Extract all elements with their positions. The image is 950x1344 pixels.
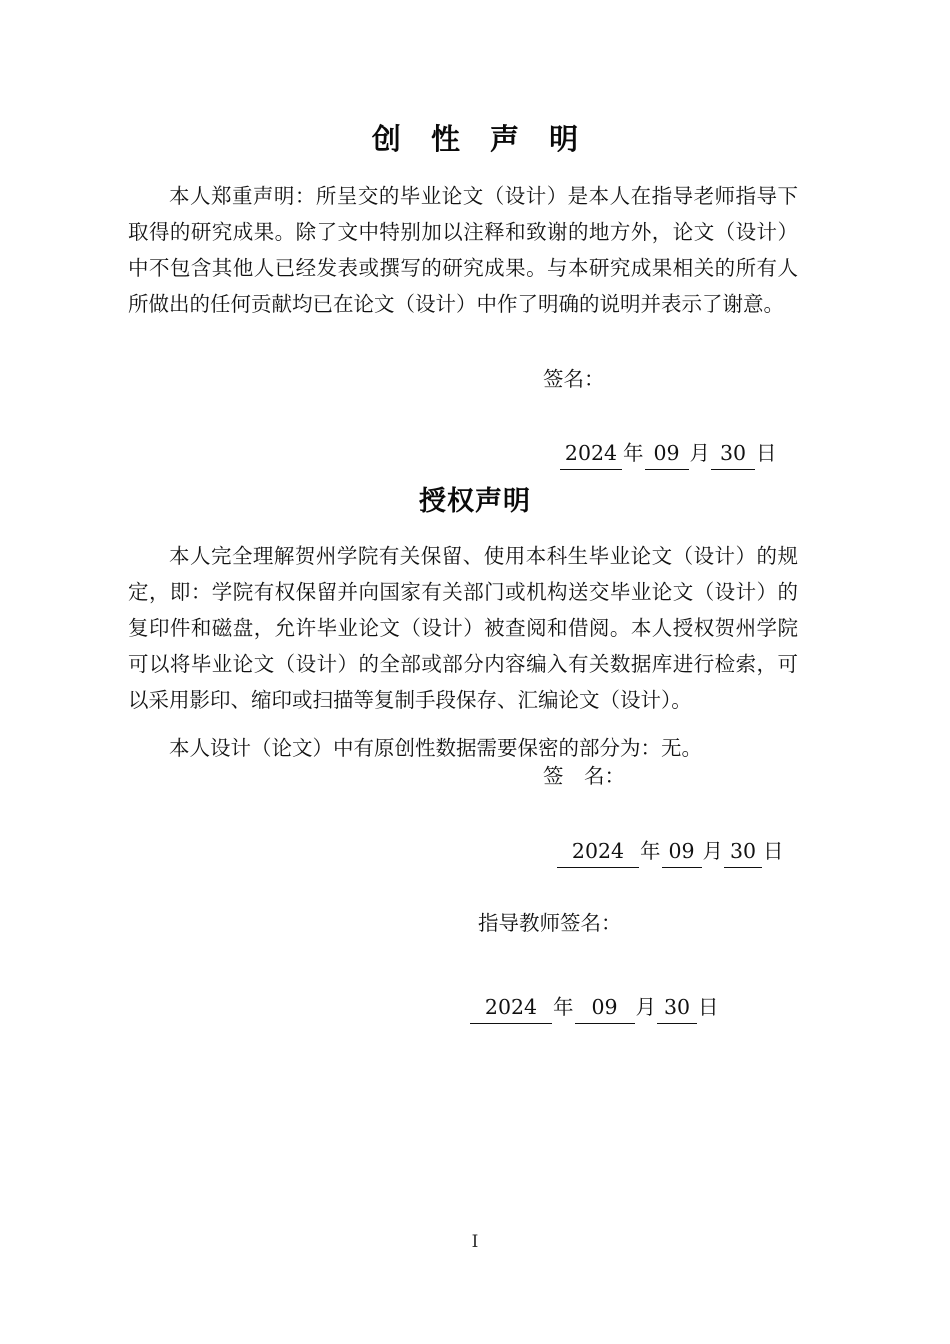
confidential-data-paragraph: 本人设计（论文）中有原创性数据需要保密的部分为：无。 bbox=[169, 736, 702, 760]
originality-declaration-heading: 创 性 声 明 bbox=[371, 124, 590, 156]
page-number: I bbox=[471, 1232, 479, 1252]
date-year-value: 2024 bbox=[560, 438, 622, 470]
date-month-unit: 月 bbox=[702, 839, 723, 863]
date-day-unit: 日 bbox=[698, 995, 719, 1019]
authorization-declaration-body bbox=[128, 538, 798, 718]
date-month-unit: 月 bbox=[635, 995, 656, 1019]
date-field-authorization bbox=[557, 836, 785, 868]
date-year-unit: 年 bbox=[623, 441, 644, 465]
date-month-value: 09 bbox=[662, 836, 702, 868]
authorization-declaration-heading: 授权声明 bbox=[419, 486, 531, 516]
originality-declaration-body bbox=[128, 178, 798, 322]
date-year-value: 2024 bbox=[470, 992, 552, 1024]
date-month-value: 09 bbox=[575, 992, 635, 1024]
date-year-unit: 年 bbox=[640, 839, 661, 863]
date-field-advisor bbox=[470, 992, 720, 1024]
date-field-originality bbox=[560, 438, 778, 470]
confidential-data-statement bbox=[128, 730, 798, 766]
date-month-value: 09 bbox=[645, 438, 689, 470]
date-day-value: 30 bbox=[711, 438, 755, 470]
date-day-value: 30 bbox=[724, 836, 762, 868]
authorization-paragraph: 本人完全理解贺州学院有关保留、使用本科生毕业论文（设计）的规定，即：学院有权保留并向国家有关部门或机构送交毕业论文（设计）的复印件和磁盘，允许毕业论文（设计）被查阅和借阅。本人授权贺州学院可以将毕业论文（设计）的全部或部分内容编入有关数据库进行检索，可以采用影印、缩印或扫描等复制手段保存、汇编论文（设计）。 bbox=[128, 544, 798, 712]
date-month-unit: 月 bbox=[689, 441, 710, 465]
date-day-unit: 日 bbox=[763, 839, 784, 863]
date-day-unit: 日 bbox=[756, 441, 777, 465]
date-year-unit: 年 bbox=[553, 995, 574, 1019]
student-signature-label-authorization: 签 名： bbox=[543, 764, 625, 788]
date-day-value: 30 bbox=[657, 992, 697, 1024]
student-signature-label-originality: 签名： bbox=[543, 367, 605, 391]
date-year-value: 2024 bbox=[557, 836, 639, 868]
advisor-signature-label: 指导教师签名： bbox=[478, 911, 622, 935]
originality-paragraph: 本人郑重声明：所呈交的毕业论文（设计）是本人在指导老师指导下取得的研究成果。除了文中特别加以注释和致谢的地方外，论文（设计）中不包含其他人已经发表或撰写的研究成果。与本研究成果相关的所有人所做出的任何贡献均已在论文（设计）中作了明确的说明并表示了谢意。 bbox=[128, 184, 798, 316]
